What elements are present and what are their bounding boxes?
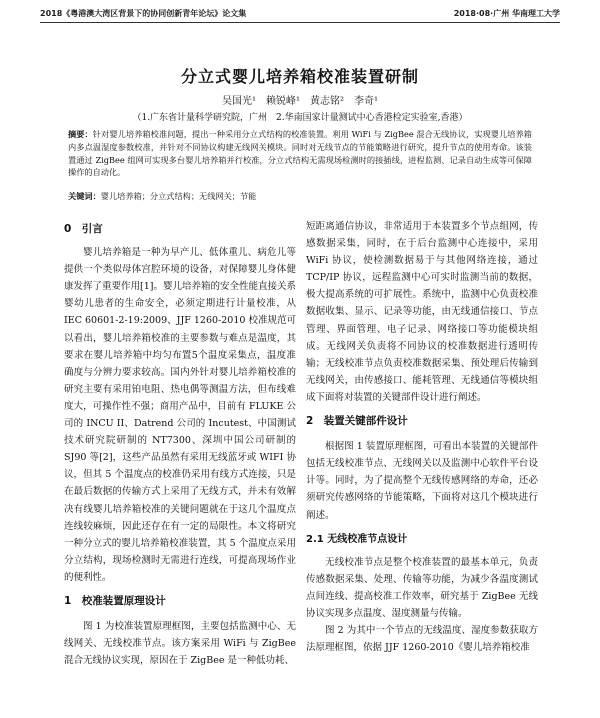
section-0-heading: 0 引言 bbox=[64, 223, 103, 235]
left-column bbox=[64, 218, 296, 669]
keywords bbox=[68, 191, 532, 202]
section-1-heading: 1 校准装置原理设计 bbox=[64, 594, 166, 607]
section-2-heading: 2 装置关键部件设计 bbox=[306, 415, 408, 428]
authors: 吴国光¹ 赖锐峰¹ 黄志铭² 李奇¹ bbox=[221, 96, 379, 107]
section-2-1-paragraph-2: 图 2 为其中一个节点的无线温度、湿度参数获取方法原理框图，依据 JJF 1260-2010《婴儿培养箱校准 bbox=[306, 625, 538, 654]
header-rule bbox=[40, 22, 560, 23]
paper-title: 分立式婴儿培养箱校准装置研制 bbox=[180, 67, 419, 86]
keywords-text: 婴儿培养箱；分立式结构；无线网关；节能 bbox=[100, 191, 257, 201]
section-2-1-paragraph-1: 无线校准节点是整个校准装置的最基本单元，负责传感数据采集、处理、传输等功能，为减少各温度测试点间连线、提高校准工作效率，研究基于 ZigBee 无线协议实现多点温度、湿度测量与传输。 bbox=[306, 556, 538, 619]
running-header bbox=[40, 8, 560, 19]
section-2-1-heading: 2.1 无线校准节点设计 bbox=[306, 533, 408, 545]
continued-paragraph: 短距离通信协议，非常适用于本装置多个节点组网，传感数据采集，同时，在于后台监测中心连接中，采用 WiFi 协议，使检测数据易于与其他网络连接，通过 TCP/IP 协议，远程监测中心可实时监测当前的数据，极大提高系统的可扩展性。系统中，监测中心负责校准数据收集、显示、记录等功能，由无线通信接口、节点管理、界面管理、电子记录、网络接口等功能模块组成。无线网关负责将不同协议的校准数据进行透明传输；无线校准节点负责校准数据采集、预处理后传输到无线网关，由传感接口、能耗管理、无线通信等模块组成下面将对装置的关键部件设计进行阐述。 bbox=[306, 221, 538, 403]
abstract-text: 针对婴儿培养箱校准问题，提出一种采用分立式结构的校准装置。利用 WiFi 与 ZigBee 混合无线协议，实现婴儿培养箱内多点温湿度参数校准，并针对不同协议构建无线网关模块。同时对无线节点的节能策略进行研究，提升节点的使用寿命。该装置通过 ZigBee 组网可实现多台婴儿培养箱并行校准，分立式结构无需现场检测时的接插线，进程监测、记录自动生成等可保障操作的自动化。 bbox=[68, 129, 532, 178]
section-0-paragraph: 婴儿培养箱是一种为早产儿、低体重儿、病危儿等提供一个类似母体宫腔环境的设备，对保障婴儿身体健康发挥了重要作用[1]。婴儿培养箱的安全性能直接关系婴幼儿患者的生命安全，必须定期进行计量校准，从 IEC 60601-2-19:2009、JJF 1260-2010 校准规范可以看出，婴儿培养箱校准的主要参数与难点是温度，其要求在婴儿培养箱中均匀布置5个温度采集点，温度准确度与分辨力要求较高。国内外针对婴儿培养箱校准的研究主要有采用铂电阻、热电偶等测温方法，但布线难度大，可操作性不强；商用产品中，目前有 FLUKE 公司的 INCU II、Datrend 公司的 Incutest、中国测试技术研究院研制的 NT7300、深圳中国公司研制的 SJ90 等[2]，这些产品虽然有采用无线蓝牙或 WIFI 协议，但其 5 个温度点的校准仍采用有线方式连接，只是在最后数据的传输方式上采用了无线方式，并未有效解决有线婴儿培养箱校准的关键问题就在于这几个温度点连线较麻烦，因此还存在有一定的局限性。本文将研究一种分立式的婴儿培养箱校准装置，其 5 个温度点采用分立结构，现场检测时无需进行连线，可提高现场作业的便利性。 bbox=[64, 247, 296, 583]
affiliation: （1.广东省计量科学研究院，广州 2.华南国家计量测试中心香港检定实验室,香港） bbox=[132, 113, 468, 123]
right-column bbox=[306, 218, 538, 656]
section-1-paragraph: 图 1 为校准装置原理框图，主要包括监测中心、无线网关、无线校准节点。该方案采用 WiFi 与 ZigBee 混合无线协议实现，原因在于 ZigBee 是一种低功耗、 bbox=[64, 621, 296, 667]
section-2-paragraph: 根据图 1 装置原理框图，可看出本装置的关键部件包括无线校准节点、无线网关以及监测中心软件平台设计等。同时，为了提高整个无线传感网络的寿命，还必须研究传感网络的节能策略，下面将对这几个模块进行阐述。 bbox=[306, 441, 538, 521]
abstract bbox=[68, 128, 532, 179]
keywords-label: 关键词： bbox=[68, 191, 101, 201]
abstract-label: 摘要： bbox=[68, 129, 93, 139]
header-right: 2018·08·广州 华南理工大学 bbox=[453, 9, 560, 18]
header-left: 2018《粤港澳大湾区背景下的协同创新青年论坛》论文集 bbox=[40, 9, 247, 18]
